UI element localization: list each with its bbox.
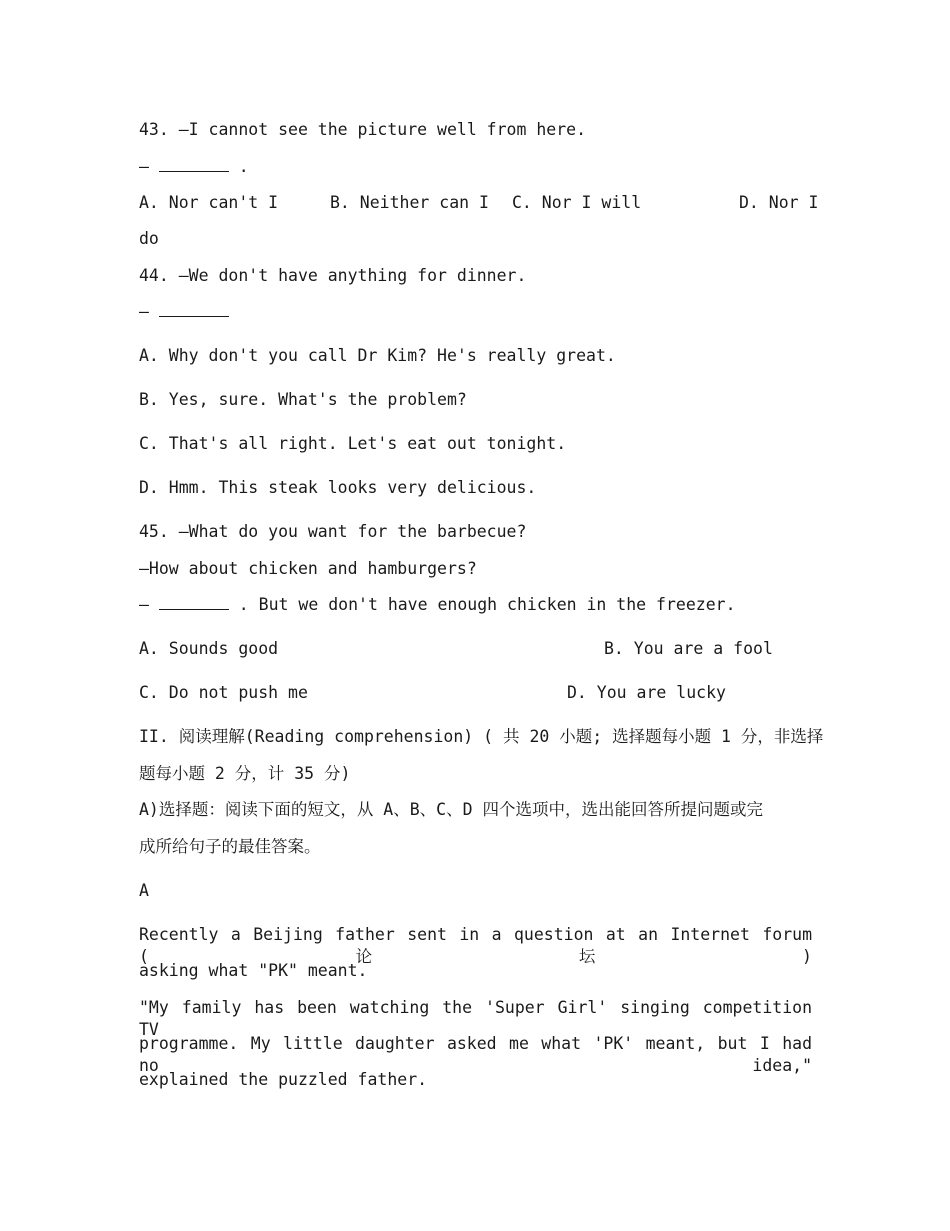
section-instructions: A)选择题：阅读下面的短文，从 A、B、C、D 四个选项中，选出能回答所提问题或完 — [139, 800, 763, 819]
section-heading: II. 阅读理解(Reading comprehension) ( 共 20 小题; 选择题每小题 1 分，非选择 — [139, 727, 824, 746]
q45-reply-end: . But we don't have enough chicken in the freezer. — [228, 595, 736, 614]
q44-blank — [159, 302, 229, 317]
passage-p2-line1: "My family has been watching the 'Super Girl' singing competition TV — [139, 998, 812, 1039]
q43-blank — [159, 157, 229, 172]
q43-dash: — — [139, 157, 159, 176]
q44-option-d: D. Hmm. This steak looks very delicious. — [139, 478, 537, 497]
q45-dash: — — [139, 595, 159, 614]
passage-p2-line2: programme. My little daughter asked me what 'PK' meant, but I had no idea," — [139, 1034, 812, 1075]
q45-blank — [159, 595, 229, 610]
q45-option-a: A. Sounds good — [139, 639, 279, 658]
q43-option-c: C. Nor I will — [512, 193, 642, 212]
q45-line2: —How about chicken and hamburgers? — [139, 559, 477, 578]
q44-dash: — — [139, 302, 159, 321]
q43-reply-end: . — [228, 157, 249, 176]
passage-p1-line1: Recently a Beijing father sent in a question at an Internet forum (论坛) — [139, 925, 812, 966]
q44-option-a: A. Why don't you call Dr Kim? He's really great. — [139, 346, 616, 365]
passage-p2-line3: explained the puzzled father. — [139, 1070, 428, 1089]
section-heading-cont: 题每小题 2 分，计 35 分) — [139, 764, 351, 783]
q43-option-b: B. Neither can I — [330, 193, 489, 212]
q45-option-c: C. Do not push me — [139, 683, 308, 702]
q45-reply — [139, 594, 736, 616]
q44-option-b: B. Yes, sure. What's the problem? — [139, 390, 467, 409]
q43-option-d-wrap: do — [139, 229, 159, 248]
section-instructions-cont: 成所给句子的最佳答案。 — [139, 837, 321, 856]
q43-option-a: A. Nor can't I — [139, 193, 279, 212]
q43-option-d: D. Nor I — [739, 193, 819, 212]
q45-prompt: 45. —What do you want for the barbecue? — [139, 522, 527, 541]
q43-prompt: 43. —I cannot see the picture well from here. — [139, 120, 587, 139]
passage-label: A — [139, 881, 149, 900]
q44-option-c: C. That's all right. Let's eat out tonight. — [139, 434, 567, 453]
q45-option-b: B. You are a fool — [604, 639, 773, 658]
q43-reply — [139, 156, 249, 178]
passage-p1-line2: asking what "PK" meant. — [139, 961, 368, 980]
q44-prompt: 44. —We don't have anything for dinner. — [139, 266, 527, 285]
q45-option-d: D. You are lucky — [567, 683, 726, 702]
q44-reply — [139, 301, 229, 323]
